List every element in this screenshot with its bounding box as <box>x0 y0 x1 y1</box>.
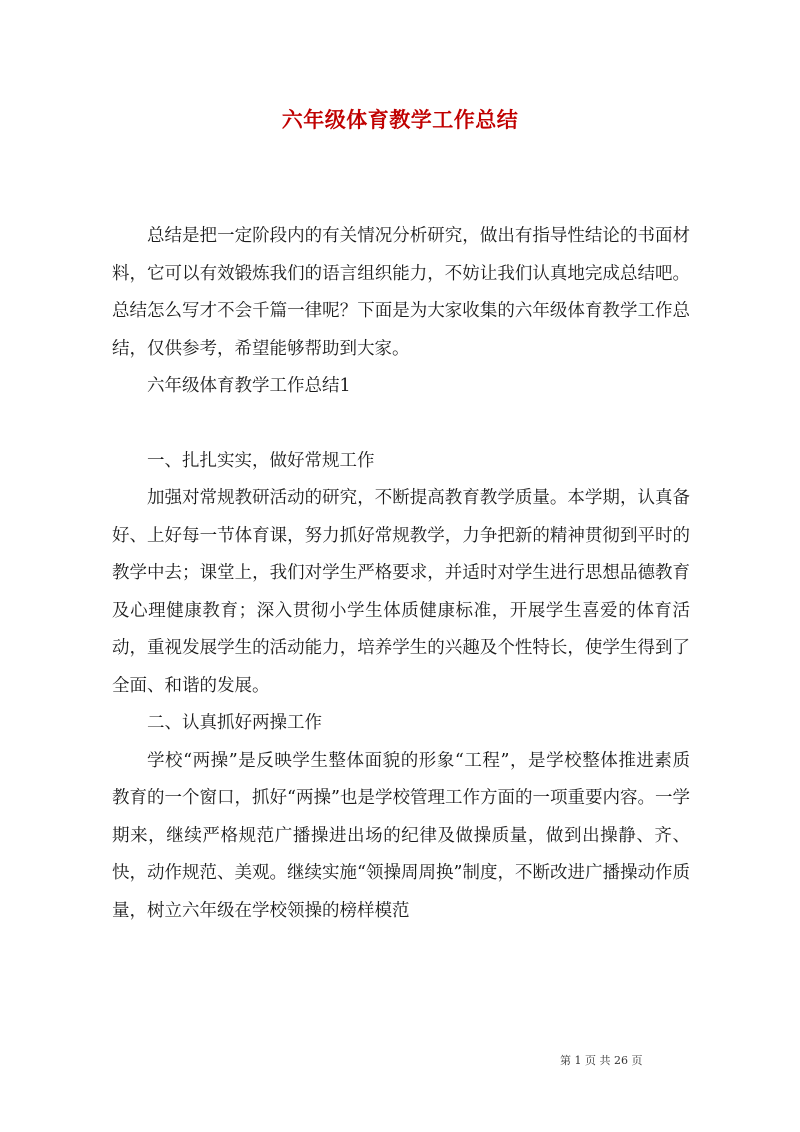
page-title: 六年级体育教学工作总结 <box>281 107 519 132</box>
section-body-2: 学校“两操”是反映学生整体面貌的形象“工程”，是学校整体推进素质教育的一个窗口，抓好“两操”也是学校管理工作方面的一项重要内容。一学期来，继续严格规范广播操进出场的纪律及做操质量，做到出操静、齐、快，动作规范、美观。继续实施“领操周周换”制度，不断改进广播操动作质量，树立六年级在学校领操的榜样模范 <box>112 750 690 921</box>
page-number-footer: 第 1 页 共 26 页 <box>560 1054 643 1067</box>
intro-paragraph: 总结是把一定阶段内的有关情况分析研究，做出有指导性结论的书面材料，它可以有效锻炼我们的语言组织能力，不妨让我们认真地完成总结吧。总结怎么写才不会千篇一律呢？下面是为大家收集的六年级体育教学工作总结，仅供参考，希望能够帮助到大家。 <box>112 226 690 359</box>
section-heading-2: 二、认真抓好两操工作 <box>147 713 322 733</box>
paragraph-gap <box>112 406 690 443</box>
document-body <box>112 218 690 930</box>
section-subtitle: 六年级体育教学工作总结1 <box>147 376 351 396</box>
section-body-1: 加强对常规教研活动的研究，不断提高教育教学质量。本学期，认真备好、上好每一节体育课，努力抓好常规教学，力争把新的精神贯彻到平时的教学中去；课堂上，我们对学生严格要求，并适时对学生进行思想品德教育及心理健康教育；深入贯彻小学生体质健康标准，开展学生喜爱的体育活动，重视发展学生的活动能力，培养学生的兴趣及个性特长，使学生得到了全面、和谐的发展。 <box>112 488 690 696</box>
section-heading-1: 一、扎扎实实，做好常规工作 <box>147 450 375 471</box>
